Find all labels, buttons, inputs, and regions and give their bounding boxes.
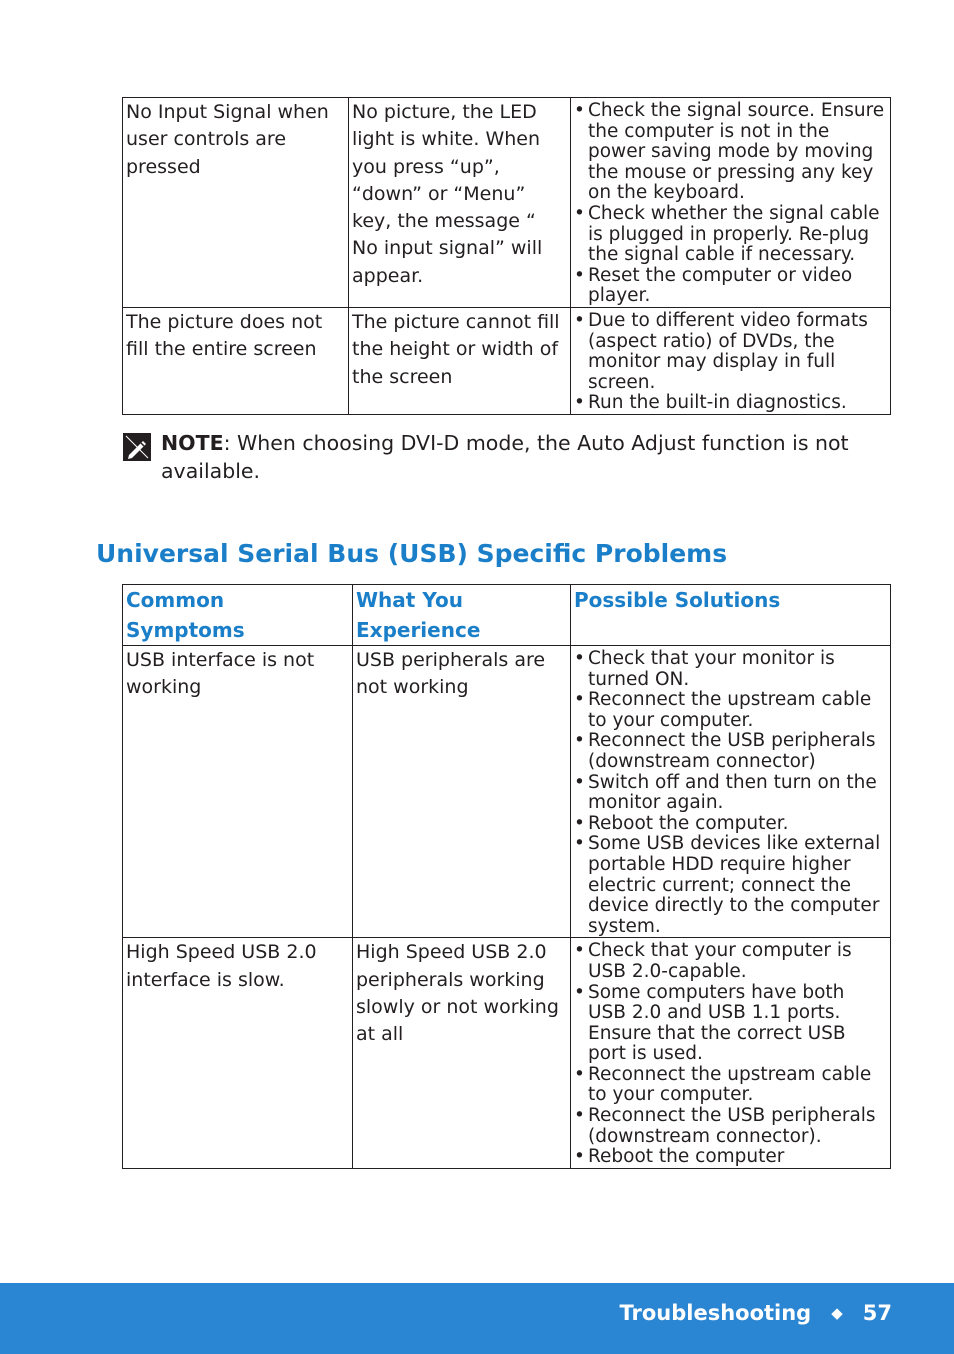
list-item: • Reset the computer or video player. bbox=[574, 266, 888, 307]
symptom-cell: High Speed USB 2.0 interface is slow. bbox=[123, 938, 353, 1169]
list-item: • Check that your monitor is turned ON. bbox=[574, 649, 888, 690]
list-item: • Reboot the computer. bbox=[574, 814, 888, 835]
section-title: Universal Serial Bus (USB) Specific Problems bbox=[96, 539, 728, 568]
note-text bbox=[161, 429, 883, 485]
page-footer bbox=[0, 1283, 954, 1354]
list-item: • Check whether the signal cable is plugged in properly. Re-plug the signal cable if necessary. bbox=[574, 204, 888, 266]
experience-cell: High Speed USB 2.0 peripherals working slowly or not working at all bbox=[353, 938, 571, 1169]
table-row bbox=[123, 307, 891, 414]
list-item: • Some USB devices like external portable HDD require higher electric current; connect the device directly to the computer system. bbox=[574, 834, 888, 937]
note-body: : When choosing DVI-D mode, the Auto Adjust function is not available. bbox=[161, 431, 849, 483]
list-item: • Some computers have both USB 2.0 and USB 1.1 ports. Ensure that the correct USB port is used. bbox=[574, 983, 888, 1065]
note-pencil-icon bbox=[123, 433, 151, 461]
table-row bbox=[123, 98, 891, 308]
list-item: • Check that your computer is USB 2.0-capable. bbox=[574, 941, 888, 982]
page-number: 57 bbox=[862, 1301, 892, 1325]
note-box bbox=[123, 429, 883, 485]
header-common-symptoms: Common Symptoms bbox=[123, 585, 353, 646]
troubleshooting-table bbox=[122, 97, 891, 415]
experience-cell: USB peripherals are not working bbox=[353, 646, 571, 938]
experience-cell: The picture cannot fill the height or width of the screen bbox=[349, 307, 571, 414]
symptom-cell: No Input Signal when user controls are pressed bbox=[123, 98, 349, 308]
note-label: NOTE bbox=[161, 431, 224, 455]
experience-cell: No picture, the LED light is white. When you press “up”, “down” or “Menu” key, the message “ No input signal” will appear. bbox=[349, 98, 571, 308]
diamond-icon: ◆ bbox=[831, 1304, 843, 1322]
footer-section-title: Troubleshooting bbox=[619, 1301, 812, 1325]
solutions-cell bbox=[571, 307, 891, 414]
list-item: • Reconnect the upstream cable to your computer. bbox=[574, 1065, 888, 1106]
solutions-cell bbox=[571, 98, 891, 308]
list-item: • Due to different video formats (aspect ratio) of DVDs, the monitor may display in full screen. bbox=[574, 311, 888, 393]
list-item: • Reconnect the USB peripherals (downstream connector) bbox=[574, 731, 888, 772]
footer-text bbox=[619, 1298, 892, 1328]
list-item: • Reconnect the USB peripherals (downstream connector). bbox=[574, 1106, 888, 1147]
symptom-cell: The picture does not fill the entire screen bbox=[123, 307, 349, 414]
table-header-row bbox=[123, 585, 891, 646]
header-what-you-experience: What You Experience bbox=[353, 585, 571, 646]
list-item: • Reboot the computer bbox=[574, 1147, 888, 1168]
list-item: • Switch off and then turn on the monitor again. bbox=[574, 773, 888, 814]
usb-problems-table bbox=[122, 584, 891, 1169]
table-row bbox=[123, 646, 891, 938]
header-possible-solutions: Possible Solutions bbox=[571, 585, 891, 646]
table-row bbox=[123, 938, 891, 1169]
solutions-cell bbox=[571, 646, 891, 938]
list-item: • Reconnect the upstream cable to your computer. bbox=[574, 690, 888, 731]
solutions-cell bbox=[571, 938, 891, 1169]
list-item: • Run the built-in diagnostics. bbox=[574, 393, 888, 414]
symptom-cell: USB interface is not working bbox=[123, 646, 353, 938]
list-item: • Check the signal source. Ensure the computer is not in the power saving mode by moving the mouse or pressing any key on the keyboard. bbox=[574, 101, 888, 204]
